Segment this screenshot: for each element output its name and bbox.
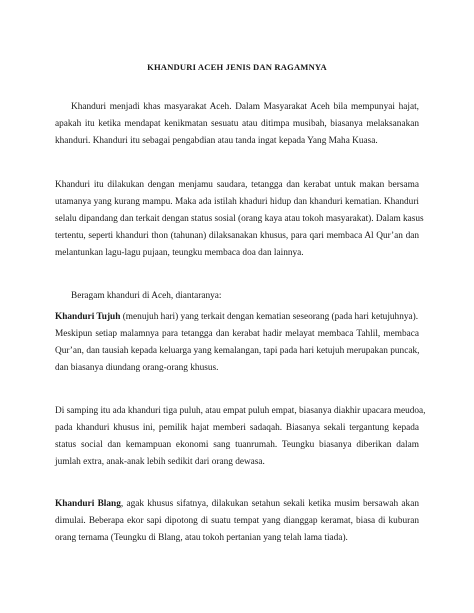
paragraph-1-line-1: Khanduri menjadi khas masyarakat Aceh. Dalam Masyarakat Aceh bila mempunyai hajat, (71, 102, 419, 112)
paragraph-4-line-3: Qur’an, dan tausiah kepada keluarga yang kemalangan, tapi pada hari ketujuh merupakan puncak, (55, 346, 420, 356)
paragraph-2-line-2: utamanya yang kurang mampu. Maka ada istilah khaduri hidup dan khanduri kematian. Khanduri (55, 197, 419, 207)
paragraph-5-line-4: jumlah extra, anak-anak lebih sedikit dari orang dewasa. (55, 457, 265, 467)
paragraph-5-line-3: status social dan kemampuan ekonomi sang tuanrumah. Teungku biasanya diberikan dalam (55, 440, 419, 450)
paragraph-1-line-3: khanduri. Khanduri itu sebagai pengabdian atau tanda ingat kepada Yang Maha Kuasa. (55, 136, 378, 146)
paragraph-6-line-2: dimulai. Beberapa ekor sapi dipotong di suatu tempat yang dianggap keramat, biasa di kuburan (55, 516, 419, 526)
term-khanduri-tujuh: Khanduri Tujuh (55, 312, 121, 322)
paragraph-2-line-5: melantunkan lagu-lagu pujaan, teungku membaca doa dan lainnya. (55, 248, 304, 258)
paragraph-3-line-1: Beragam khanduri di Aceh, diantaranya: (71, 291, 222, 301)
paragraph-4-line-1 (55, 312, 418, 323)
paragraph-2-line-1: Khanduri itu dilakukan dengan menjamu saudara, tetangga dan kerabat untuk makan bersama (55, 180, 419, 190)
term-khanduri-blang: Khanduri Blang (55, 499, 121, 509)
paragraph-6-line-1 (55, 499, 419, 510)
paragraph-4-line-4: dan biasanya diundang orang-orang khusus. (55, 363, 219, 373)
paragraph-4-line-1-text: (menujuh hari) yang terkait dengan kematian seseorang (pada hari ketujuhnya). (120, 312, 419, 322)
paragraph-6-line-3: orang ternama (Teungku di Blang, atau tokoh pertanian yang telah lama tiada). (55, 533, 348, 543)
paragraph-2-line-4: tertentu, seperti khanduri thon (tahunan) dilaksanakan khusus, para qari membaca Al Qur’an dan (55, 231, 419, 241)
paragraph-1-line-2: apakah itu ketika mendapat kenikmatan sesuatu atau ditimpa musibah, biasanya melaksanakan (55, 119, 419, 129)
paragraph-4-line-2: Meskipun setiap malamnya para tetangga dan kerabat hadir melayat membaca Tahlil, membaca (55, 329, 419, 339)
paragraph-6-line-1-text: , agak khusus sifatnya, dilakukan setahun sekali ketika musim bersawah akan (120, 499, 419, 509)
paragraph-2-line-3: selalu dipandang dan terkait dengan status sosial (orang kaya atau tokoh masyarakat). Dalam kasus (55, 214, 424, 224)
document-title: KHANDURI ACEH JENIS DAN RAGAMNYA (147, 62, 327, 72)
paragraph-5-line-2: pada khanduri khusus ini, pemilik hajat memberi sadaqah. Biasanya sekali tergantung kepada (55, 423, 419, 433)
paragraph-5-line-1: Di samping itu ada khanduri tiga puluh, atau empat puluh empat, biasanya diakhir upacara meudoa, (55, 406, 426, 416)
